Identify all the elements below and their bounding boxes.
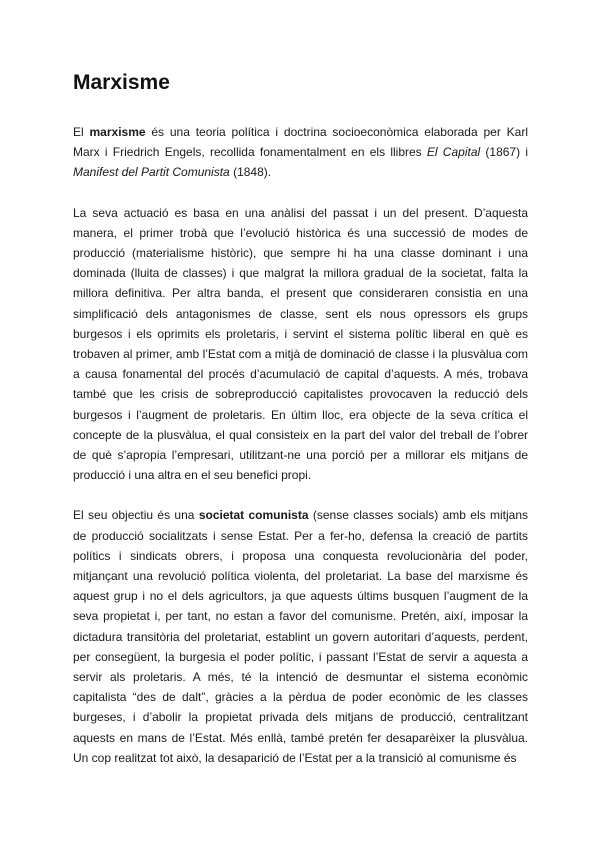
paragraph-objective: [73, 505, 528, 768]
objective-text-1: El seu objectiu és una: [73, 508, 199, 523]
book-title-capital: El Capital: [426, 145, 481, 160]
intro-text-2: és una teoria política i doctrina socioeconòmica elaborada per Karl Marx i Friedrich Engels, recollida fonamentalment en els llibres: [73, 125, 528, 160]
book-title-manifest: Manifest del Partit Comunista: [73, 165, 230, 180]
paragraph-intro: [73, 122, 528, 183]
intro-text-3: (1867) i: [480, 145, 528, 160]
term-marxisme: marxisme: [89, 125, 146, 139]
intro-text-4: (1848).: [229, 165, 272, 180]
term-societat-comunista: societat comunista: [198, 508, 309, 523]
intro-text-1: El: [73, 125, 90, 139]
paragraph-analysis: La seva actuació es basa en una anàlisi del passat i un del present. D’aquesta manera, el primer trobà que l’evolució històrica és una successió de modes de producció (materialisme històric), que sempre hi ha una classe dominant i una dominada (lluita de classes) i que malgrat la millora gradual de la societat, falta la millora definitiva. Per altra banda, el present que consideraren consistia en una simplificació dels antagonismes de classe, sent els nous opressors els grups burgesos i els oprimits els proletaris, i servint el sistema polític liberal en què es trobaven al primer, amb l’Estat com a mitjà de dominació de classe i la plusvàlua com a causa fonamental del procés d’acumulació de capital d’aquests. A més, trobava també que les crisis de sobreproducció capitalistes provocaven la reducció dels burgesos i l’augment de proletaris. En últim lloc, era objecte de la seva crítica el concepte de la plusvàlua, el qual consisteix en la part del valor del treball de l’obrer de què s’apropia l’empresari, utilitzant-ne una porció per a millorar els mitjans de producció i una altra en el seu benefici propi.: [73, 205, 528, 483]
document-page: [73, 68, 528, 768]
objective-text-2: (sense classes socials) amb els mitjans de producció socialitzats i sense Estat. Per a fer-ho, defensa la creació de partits polítics i sindicats obrers, i proposa una conquesta revolucionària del poder, mitjançant una revolució política violenta, del proletariat. La base del marxisme és aquest grup i no el dels agricultors, ja que aquests últims busquen l’augment de la seva propietat i, per tant, no estan a favor del comunisme. Pretén, així, imposar la dictadura transitòria del proletariat, establint un govern autoritari d’aquests, perdent, per consegüent, la burgesia el poder polític, i passant l’Estat de servir a aquesta a servir als proletaris. A més, té la intenció de desmuntar el sistema econòmic capitalista “des de dalt”, gràcies a la pèrdua de poder econòmic de les classes burgeses, i d’abolir la propietat privada dels mitjans de producció, centralitzant aquests en mans de l’Estat. Més enllà, també pretén fer desaparèixer la plusvàlua. Un cop realitzat tot això, la desaparició de l’Estat per a la transició al comunisme és: [73, 508, 529, 765]
page-title: Marxisme: [73, 71, 170, 94]
